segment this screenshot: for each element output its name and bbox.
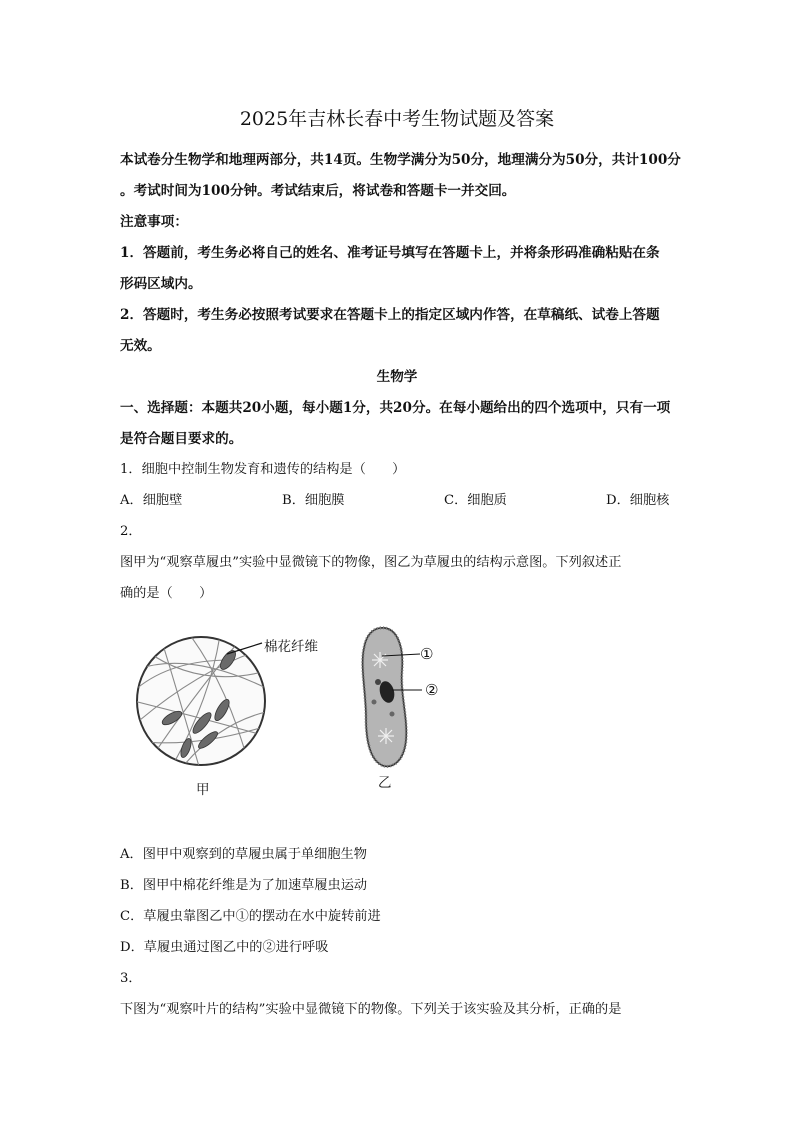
part1-line-1: 一、选择题：本题共20小题，每小题1分，共20分。在每小题给出的四个选项中，只有一项 — [120, 400, 671, 416]
section-title: 生物学 — [376, 369, 418, 385]
question-1-option-b: B．细胞膜 — [282, 493, 345, 508]
page-title: 2025年吉林长春中考生物试题及答案 — [239, 108, 555, 130]
question-1-option-c: C．细胞质 — [444, 493, 507, 508]
intro-line-2: 。考试时间为100分钟。考试结束后，将试卷和答题卡一并交回。 — [120, 183, 516, 199]
question-1-option-a: A．细胞壁 — [120, 493, 183, 508]
question-2-option-c: C．草履虫靠图乙中①的摆动在水中旋转前进 — [120, 909, 381, 924]
part1-line-2: 是符合题目要求的。 — [120, 431, 243, 447]
figure-yi-paramecium — [352, 622, 422, 772]
question-2-stem-line-2: 确的是（ ） — [120, 586, 213, 601]
notice-item-2-line-2: 无效。 — [120, 338, 161, 354]
question-2-option-a: A．图甲中观察到的草履虫属于单细胞生物 — [120, 847, 367, 862]
question-3-stem-line-1: 下图为“观察叶片的结构”实验中显微镜下的物像。下列关于该实验及其分析，正确的是 — [120, 1002, 622, 1017]
question-3-number: 3． — [120, 971, 142, 986]
figure-jia-microscope-view — [130, 630, 280, 770]
question-2-option-d: D．草履虫通过图乙中的②进行呼吸 — [120, 940, 329, 955]
caption-jia: 甲 — [196, 782, 210, 798]
question-2-option-b: B．图甲中棉花纤维是为了加速草履虫运动 — [120, 878, 368, 893]
question-1-stem: 1．细胞中控制生物发育和遗传的结构是（ ） — [120, 462, 406, 477]
notice-item-1-line-2: 形码区域内。 — [120, 276, 202, 292]
question-1-option-d: D．细胞核 — [606, 493, 670, 508]
notice-item-1-line-1: 1．答题前，考生务必将自己的姓名、准考证号填写在答题卡上，并将条形码准确粘贴在条 — [120, 245, 660, 261]
question-2-number: 2． — [120, 524, 142, 539]
caption-yi: 乙 — [378, 775, 392, 791]
label-structure-1: ① — [420, 645, 434, 663]
intro-line-1: 本试卷分生物学和地理两部分，共14页。生物学满分为50分，地理满分为50分，共计100分 — [120, 152, 681, 168]
label-cotton-fiber: 棉花纤维 — [264, 639, 318, 655]
question-2-stem-line-1: 图甲为“观察草履虫”实验中显微镜下的物像，图乙为草履虫的结构示意图。下列叙述正 — [120, 555, 622, 570]
label-structure-2: ② — [425, 681, 439, 699]
notice-heading: 注意事项： — [120, 214, 188, 230]
notice-item-2-line-1: 2．答题时，考生务必按照考试要求在答题卡上的指定区域内作答，在草稿纸、试卷上答题 — [120, 307, 660, 323]
